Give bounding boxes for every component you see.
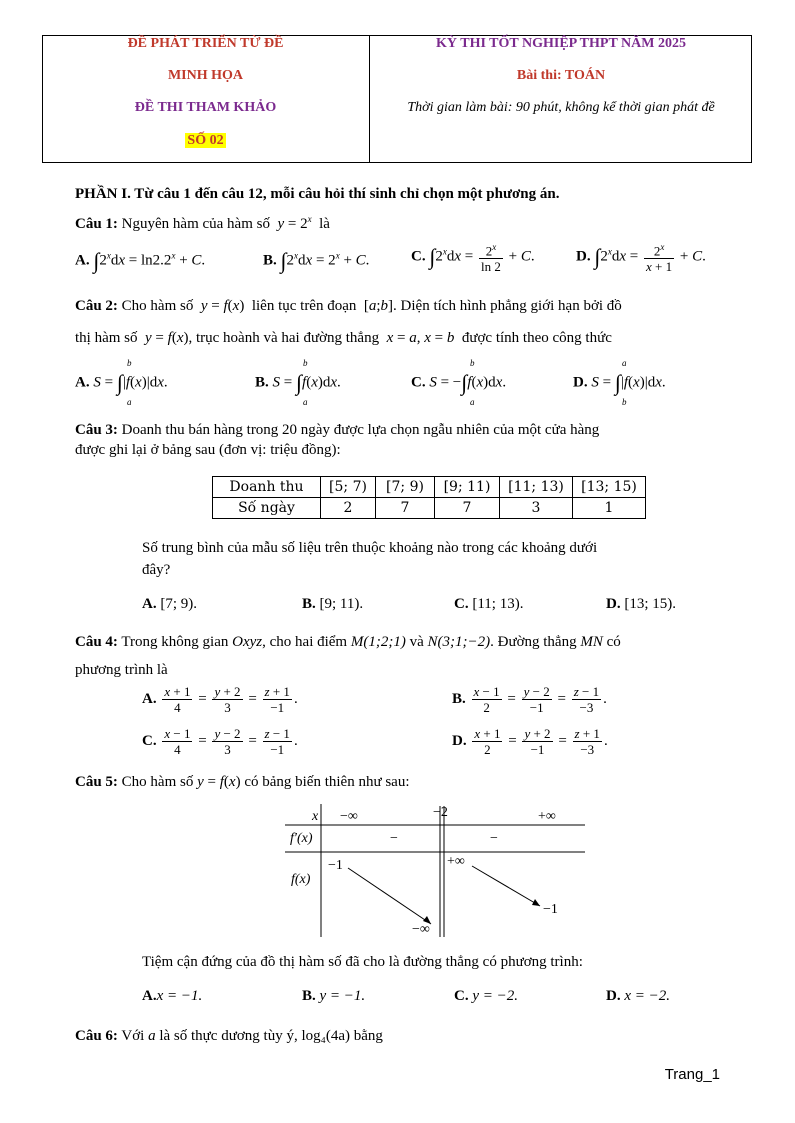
q2b-upper: b	[303, 358, 308, 368]
header-right-subject: Bài thi: TOÁN	[516, 68, 606, 83]
q1-option-b[interactable]: B. $\int 2^xdx = 2^x + C$.	[263, 248, 370, 273]
q2c-upper: b	[470, 358, 475, 368]
q3-question-l1: Số trung bình của mẫu số liệu trên thuộc khoảng nào trong các khoảng dưới	[142, 540, 598, 556]
q2-line2: thị hàm số y = f(x), trục hoành và hai đường thẳng x = a, x = b được tính theo công thức	[75, 330, 612, 346]
table-row: Số ngày 2 7 7 3 1	[213, 498, 646, 519]
bbt-x-val-3: +∞	[538, 809, 556, 824]
bbt-f-label: f(x)	[291, 872, 311, 887]
q4-line2: phương trình là	[75, 662, 168, 678]
bbt-f-val-2: −∞	[412, 922, 430, 937]
q3-option-b[interactable]: B. [9; 11).	[302, 596, 364, 612]
q3-question-l2: đây?	[142, 562, 171, 578]
bbt-x-label: x	[312, 809, 319, 824]
q1-option-a[interactable]: A. $\int 2^xdx = \ln 2.2^x + C$.	[75, 248, 206, 273]
q1-label: Câu 1:	[75, 216, 118, 232]
q4-option-d[interactable]: D. $\frac{x + 1}{2}$ = $\frac{y + 2}{-1}$ = $\frac{z + 1}{-3}$ .	[452, 726, 608, 757]
q2-option-d[interactable]: D. S = ∫|f(x)|dx.	[573, 370, 666, 395]
q2-label: Câu 2:	[75, 298, 118, 314]
q1-option-d[interactable]: D. $\int 2^xdx$ = $\frac{2^x}{x + 1}$ + C.	[576, 242, 706, 275]
q2a-lower: a	[127, 397, 132, 407]
header-right-time: Thời gian làm bài: 90 phút, không kể thời gian phát đề	[407, 100, 715, 115]
bbt-arrow-1	[348, 868, 431, 924]
q5-line1: Câu 5: Cho hàm số y = f(x) có bảng biến thiên như sau:	[75, 774, 410, 790]
q2-option-b[interactable]: B. S = ∫f(x)dx.	[255, 370, 341, 395]
bbt-sign-1: −	[390, 831, 398, 846]
q2-option-a[interactable]: A. S = ∫|f(x)|dx.	[75, 370, 168, 395]
q5-option-d[interactable]: D. x = −2.	[606, 988, 670, 1004]
q1-option-c[interactable]: C. $\int 2^xdx$ = $\frac{2^x}{\ln 2}$ + C.	[411, 242, 535, 275]
bbt-f-val-3: +∞	[447, 854, 465, 869]
bbt-arrow-2	[472, 866, 540, 906]
q2c-lower: a	[470, 397, 475, 407]
q3-line2: được ghi lại ở bảng sau (đơn vị: triệu đồng):	[75, 442, 341, 458]
bbt-f-val-4: −1	[543, 902, 558, 917]
q5-option-b[interactable]: B. y = −1.	[302, 988, 366, 1004]
q2b-lower: a	[303, 397, 308, 407]
q3-option-d[interactable]: D. [13; 15).	[606, 596, 677, 612]
table-row: Doanh thu [5; 7) [7; 9) [9; 11) [11; 13) [13; 15)	[213, 477, 646, 498]
bbt-f-val-1: −1	[328, 858, 343, 873]
header-left-line4	[42, 133, 369, 149]
q3-line1: Câu 3: Doanh thu bán hàng trong 20 ngày được lựa chọn ngẫu nhiên của một cửa hàng	[75, 422, 600, 438]
q4-option-b[interactable]: B. $\frac{x - 1}{2}$ = $\frac{y - 2}{-1}$ = $\frac{z - 1}{-3}$ .	[452, 684, 607, 715]
bbt-x-val-2: −2	[433, 805, 448, 820]
q4-option-c[interactable]: C. $\frac{x - 1}{4}$ = $\frac{y - 2}{3}$ = $\frac{z - 1}{-1}$ .	[142, 726, 298, 757]
q2-option-c[interactable]: C. S = −∫f(x)dx.	[411, 370, 507, 395]
header-right-title: KỲ THI TỐT NGHIỆP THPT NĂM 2025	[436, 36, 686, 51]
q2a-upper: b	[127, 358, 132, 368]
q2d-upper: a	[622, 358, 627, 368]
bbt-x-val-1: −∞	[340, 809, 358, 824]
q3-frequency-table	[212, 476, 646, 519]
q4-label: Câu 4:	[75, 634, 118, 650]
q5-option-a[interactable]: A.x = −1.	[142, 988, 203, 1004]
bbt-fp-label: f′(x)	[290, 831, 313, 846]
so-badge: SỐ 02	[187, 133, 224, 148]
bbt-sign-2: −	[490, 831, 498, 846]
q6-label: Câu 6:	[75, 1028, 118, 1044]
q3-option-a[interactable]: A. [7; 9).	[142, 596, 198, 612]
q5-label: Câu 5:	[75, 774, 118, 790]
q1-func: y	[277, 216, 285, 232]
q1-tail: là	[319, 216, 330, 232]
q5-option-c[interactable]: C. y = −2.	[454, 988, 518, 1004]
header-left-line3: ĐỀ THI THAM KHẢO	[134, 100, 277, 115]
header-divider	[369, 35, 370, 163]
q2-line1: Câu 2: Cho hàm số y = f(x) liên tục trên đoạn [a;b]. Diện tích hình phẳng giới hạn bởi đồ	[75, 298, 622, 314]
q3-option-c[interactable]: C. [11; 13).	[454, 596, 524, 612]
part-title: PHẦN I. Từ câu 1 đến câu 12, mỗi câu hỏi thí sinh chỉ chọn một phương án.	[75, 186, 560, 202]
q4-line1: Câu 4: Trong không gian Oxyz, cho hai điểm M(1;2;1) và N(3;1;−2). Đường thẳng MN có	[75, 634, 621, 650]
q4-option-a[interactable]: A. $\frac{x + 1}{4}$ = $\frac{y + 2}{3}$ = $\frac{z + 1}{-1}$ .	[142, 684, 298, 715]
page-footer: Trang_1	[664, 1066, 720, 1083]
q2d-lower: b	[622, 397, 627, 407]
q1-line: Câu 1: Nguyên hàm của hàm số $y = 2^x$ là	[75, 214, 330, 232]
q6-line: Câu 6: Với a là số thực dương tùy ý, log₄(4a) bằng	[75, 1028, 383, 1044]
q3-label: Câu 3:	[75, 422, 118, 438]
header-left-line1: ĐỀ PHÁT TRIỂN TỪ ĐỀ	[127, 36, 284, 51]
q1-text: Nguyên hàm của hàm số	[121, 216, 270, 232]
header-left-line2: MINH HỌA	[167, 68, 244, 83]
q5-question: Tiệm cận đứng của đồ thị hàm số đã cho là đường thẳng có phương trình:	[142, 954, 583, 970]
